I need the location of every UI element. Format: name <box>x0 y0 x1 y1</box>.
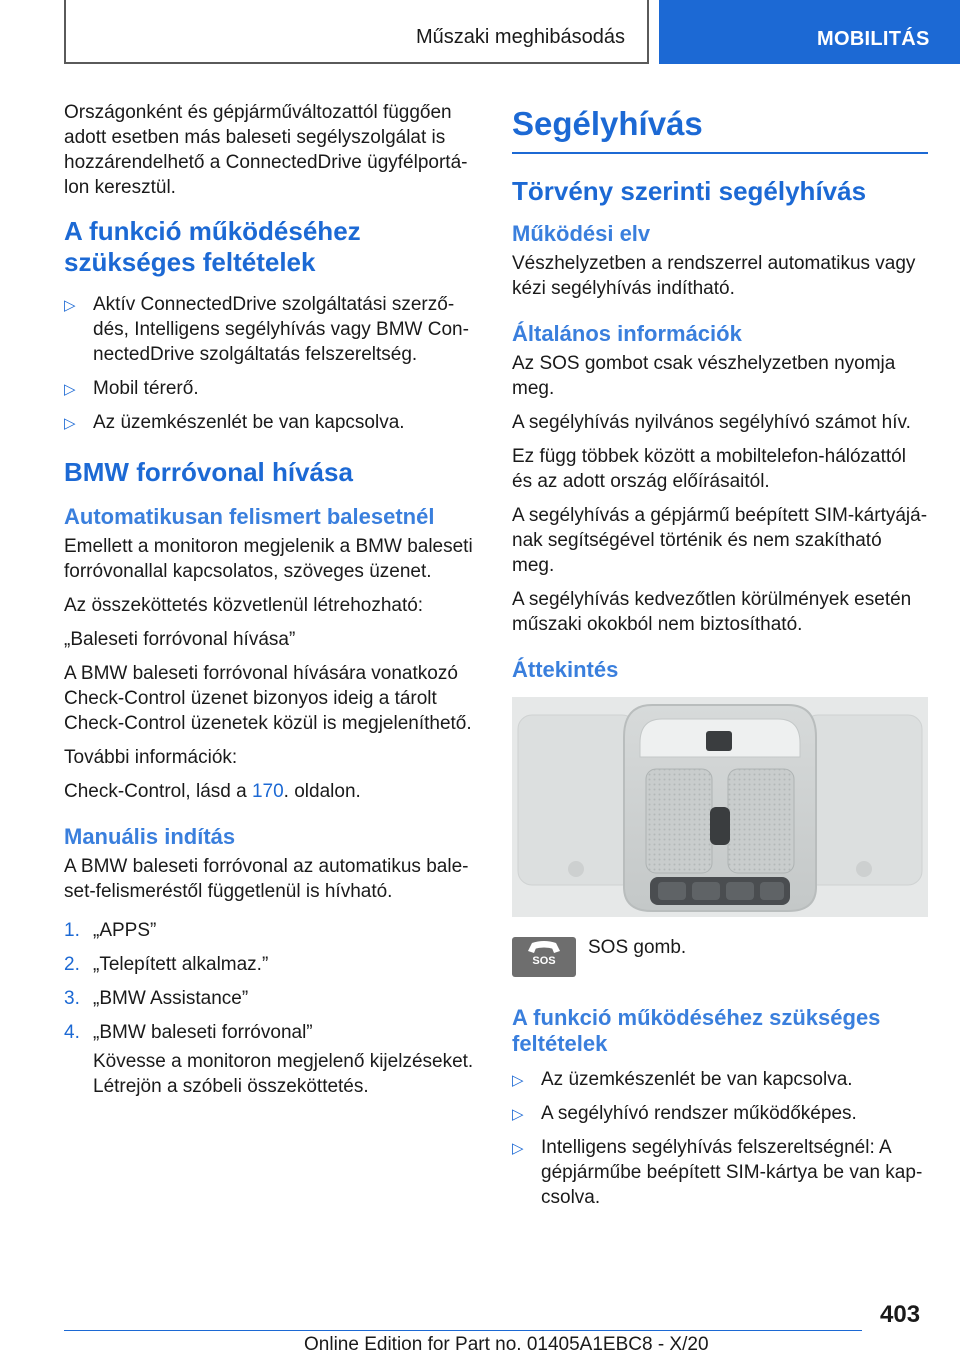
numbered-step <box>64 1020 480 1045</box>
numbered-step <box>64 918 480 943</box>
triangle-bullet-icon: ▷ <box>64 297 76 314</box>
triangle-bullet-icon: ▷ <box>512 1072 524 1089</box>
overhead-console-illustration <box>512 697 928 917</box>
sos-button-label: SOS gomb. <box>588 937 687 958</box>
triangle-bullet-icon: ▷ <box>64 381 76 398</box>
general-info-heading: Általános információk <box>512 321 742 346</box>
general-paragraph-1: Az SOS gombot csak vészhelyzetben nyomja meg. <box>512 353 896 399</box>
ref-suffix: . oldalon. <box>283 781 361 802</box>
list-item <box>512 1067 928 1092</box>
numbered-step <box>64 952 480 977</box>
intro-paragraph: Országonként és gépjárműváltozattól függően adott esetben más baleseti segélyszolgálat is hozzárendelhető a ConnectedDrive ügyfélportálon keresztül. <box>64 102 468 198</box>
list-item-text: Az üzemkészenlét be van kapcsolva. <box>541 1069 853 1090</box>
legal-heading: Törvény szerinti segélyhívás <box>512 176 867 206</box>
left-column <box>64 100 480 1099</box>
list-item <box>64 410 480 435</box>
header-section-title: Műszaki meghibásodás <box>416 26 625 48</box>
page-link[interactable]: 170 <box>251 781 284 802</box>
general-paragraph-5: A segélyhívás kedvezőtlen körülmények esetén műszaki okokból nem biztosítható. <box>512 589 912 635</box>
triangle-bullet-icon: ▷ <box>64 415 76 432</box>
list-item-text: Aktív ConnectedDrive szolgáltatási szerződés, Intelligens segélyhívás vagy BMW ConnectedDrive szolgáltatás felszereltség. <box>93 294 469 365</box>
step-number: 2. <box>64 954 80 975</box>
header-box <box>64 0 649 64</box>
principle-paragraph: Vészhelyzetben a rendszerrel automatikus vagy kézi segélyhívás indítható. <box>512 253 916 299</box>
step-number: 1. <box>64 920 80 941</box>
requirements-heading: A funkció működéséhez szükséges feltételek <box>64 216 361 277</box>
step-text: „BMW baleseti forróvonal” <box>93 1022 313 1043</box>
cross-reference <box>64 779 480 804</box>
numbered-step <box>64 986 480 1011</box>
overhead-console-photo <box>512 697 928 917</box>
manual-heading: Manuális indítás <box>64 824 236 849</box>
general-paragraph-3: Ez függ többek között a mobiltelefon-hálózattól és az adott ország előírásaitól. <box>512 446 906 492</box>
list-item <box>512 1101 928 1126</box>
list-item <box>64 376 480 401</box>
step-text: „APPS” <box>93 920 157 941</box>
auto-paragraph-4: A BMW baleseti forróvonal hívására vonatkozó Check-Control üzenet bizonyos ideig a tárolt Check-Control üzenetek közül is megjeleníthető. <box>64 663 472 734</box>
auto-paragraph-2: Az összeköttetés közvetlenül létrehozható: <box>64 595 424 616</box>
triangle-bullet-icon: ▷ <box>512 1106 524 1123</box>
list-item <box>512 1135 928 1210</box>
right-column <box>512 100 928 1219</box>
list-item-text: Mobil térerő. <box>93 378 199 399</box>
overview-heading: Áttekintés <box>512 657 619 682</box>
auto-paragraph-1: Emellett a monitoron megjelenik a BMW baleseti forróvonallal kapcsolatos, szöveges üzenet. <box>64 536 473 582</box>
right-requirements-heading: A funkció működéséhez szükséges feltételek <box>512 1005 881 1056</box>
list-item-text: A segélyhívó rendszer működőképes. <box>541 1103 857 1124</box>
principle-heading: Működési elv <box>512 221 651 246</box>
list-item-text: Az üzemkészenlét be van kapcsolva. <box>93 412 405 433</box>
sos-icon-label: SOS <box>532 955 556 967</box>
auto-paragraph-3: „Baleseti forróvonal hívása” <box>64 629 296 650</box>
header-tab-mobility[interactable]: MOBILITÁS <box>659 0 960 64</box>
auto-paragraph-5: További információk: <box>64 747 238 768</box>
triangle-bullet-icon: ▷ <box>512 1140 524 1157</box>
hotline-heading: BMW forróvonal hívása <box>64 457 353 487</box>
list-item <box>64 292 480 367</box>
general-paragraph-2: A segélyhívás nyilvános segélyhívó számot hív. <box>512 412 911 433</box>
step-note: Kövesse a monitoron megjelenő kijelzéseket. Létrejön a szóbeli összeköttetés. <box>93 1051 474 1097</box>
auto-detect-heading: Automatikusan felismert balesetnél <box>64 504 435 529</box>
step-text: „BMW Assistance” <box>93 988 249 1009</box>
step-number: 4. <box>64 1022 80 1043</box>
page-number: 403 <box>880 1301 921 1328</box>
main-title: Segélyhívás <box>512 104 928 154</box>
general-paragraph-4: A segélyhívás a gépjármű beépített SIM-kártyájának segítségével történik és nem szakítható meg. <box>512 505 928 576</box>
sos-button-icon <box>512 937 576 977</box>
step-text: „Telepített alkalmaz.” <box>93 954 269 975</box>
sos-legend <box>512 935 928 983</box>
ref-prefix: Check-Control, lásd a <box>64 781 252 802</box>
footer-edition: Online Edition for Part no. 01405A1EBC8 - X/20 <box>304 1334 709 1355</box>
list-item-text: Intelligens segélyhívás felszereltségnél: A gépjárműbe beépített SIM-kártya be van kapcsolva. <box>541 1137 923 1208</box>
step-number: 3. <box>64 988 80 1009</box>
footer-divider <box>64 1330 862 1331</box>
manual-paragraph: A BMW baleseti forróvonal az automatikus baleset-felismeréstől függetlenül is hívható. <box>64 856 469 902</box>
